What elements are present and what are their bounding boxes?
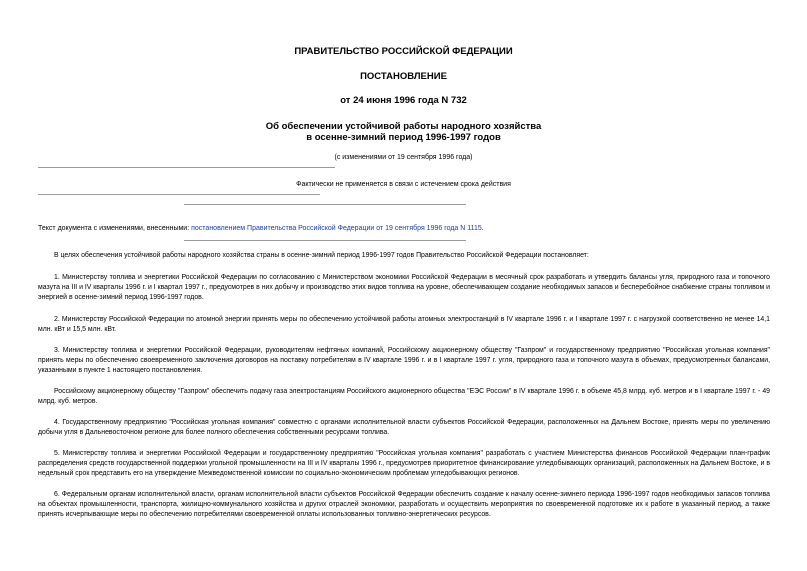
amendment-link[interactable]: постановлением Правительства Российской Федерации от 19 сентября 1996 года N 1115 — [191, 225, 482, 232]
paragraph-preamble: В целях обеспечения устойчивой работы народного хозяйства страны в осенне-зимний период 1996-1997 годов Правительство Российской Федерации постановляет: — [54, 252, 589, 259]
paragraph-1: 1. Министерству топлива и энергетики Российской Федерации по согласованию с Министерством экономики Российской Федерации в месячный срок разработать и утвердить балансы угля, природного газа и топочного мазута на III и IV кварталы 1996 г. и I квартал 1997 г., предусмотрев в них добычу и производство этих видов топлива на уровне, обеспечивающем создание необходимых запасов и бесперебойное снабжение страны топливом и энергией в осенне-зимний период 1996-1997 годов. — [38, 274, 770, 301]
divider — [184, 240, 466, 241]
amendments-note: (с изменениями от 19 сентября 1996 года) — [334, 154, 473, 161]
document-title-line2: в осенне-зимний период 1996-1997 годов — [306, 132, 501, 143]
paragraph-3: 3. Министерству топлива и энергетики Российской Федерации, руководителям нефтяных компаний, Российскому акционерному обществу "Газпром" и государственному предприятию "Российская угольная компания" принять меры по обеспечению своевременного заключения договоров на поставку потребителям в IV квартале 1996 г. и в I квартале 1997 г. угля, природного газа и топочного мазута в объемах, предусмотренных балансами, указанными в пункте 1 настоящего постановления. — [38, 347, 770, 374]
divider — [38, 194, 320, 195]
paragraph-3-gazprom: Российскому акционерному обществу "Газпром" обеспечить подачу газа электростанциям Российского акционерного общества "ЕЭС России" в IV квартале 1996 г. в объеме 45,8 млрд. куб. метров и в I квартале 1997 г. - 49 млрд. куб. метров. — [38, 388, 770, 405]
paragraph-5: 5. Министерству топлива и энергетики Российской Федерации и государственному предприятию "Российская угольная компания" разработать с участием Министерства финансов Российской Федерации план-график распределения средств государственной поддержки угольной промышленности на III и IV кварталы 1996 г., предусмотрев приоритетное финансирование угледобывающих организаций, расположенных на Дальнем Востоке, и в недельный срок представить его на утверждение Межведомственной комиссии по социально-экономическим проблемам угледобывающих регионов. — [38, 450, 770, 477]
changes-prefix: Текст документа с изменениями, внесенными: — [38, 225, 190, 232]
status-note: Фактически не применяется в связи с истечением срока действия — [296, 181, 511, 188]
government-heading: ПРАВИТЕЛЬСТВО РОССИЙСКОЙ ФЕДЕРАЦИИ — [294, 46, 513, 57]
divider — [38, 167, 335, 168]
paragraph-2: 2. Министерству Российской Федерации по атомной энергии принять меры по обеспечению устойчивой работы атомных электростанций в IV квартале 1996 г. и I квартале 1997 г. с нагрузкой соответственно не менее 14,1 млн. кВт и 15,5 млн. кВт. — [38, 316, 770, 333]
doc-type-heading: ПОСТАНОВЛЕНИЕ — [360, 71, 447, 82]
date-number-heading: от 24 июня 1996 года N 732 — [340, 95, 467, 106]
paragraph-4: 4. Государственному предприятию "Российская угольная компания" совместно с органами исполнительной власти субъектов Российской Федерации, расположенных на Дальнем Востоке, принять меры по увеличению добычи угля в Дальневосточном регионе для более полного обеспечения собственными ресурсами топлива. — [38, 419, 770, 436]
divider — [184, 204, 466, 205]
changes-suffix: . — [481, 225, 484, 232]
paragraph-6: 6. Федеральным органам исполнительной власти, органам исполнительной власти субъектов Российской Федерации обеспечить создание к началу осенне-зимнего периода 1996-1997 годов необходимых запасов топлива на объектах промышленности, транспорта, жилищно-коммунального хозяйства и других отраслей экономики, разработать и осуществить мероприятия по своевременной подготовке их к работе в указанный период, а также принять исчерпывающие меры по обеспечению потребителями своевременной оплаты использованных топливно-энергетических ресурсов. — [38, 491, 770, 518]
document-title-line1: Об обеспечении устойчивой работы народного хозяйства — [265, 121, 542, 132]
changes-line — [38, 225, 778, 232]
